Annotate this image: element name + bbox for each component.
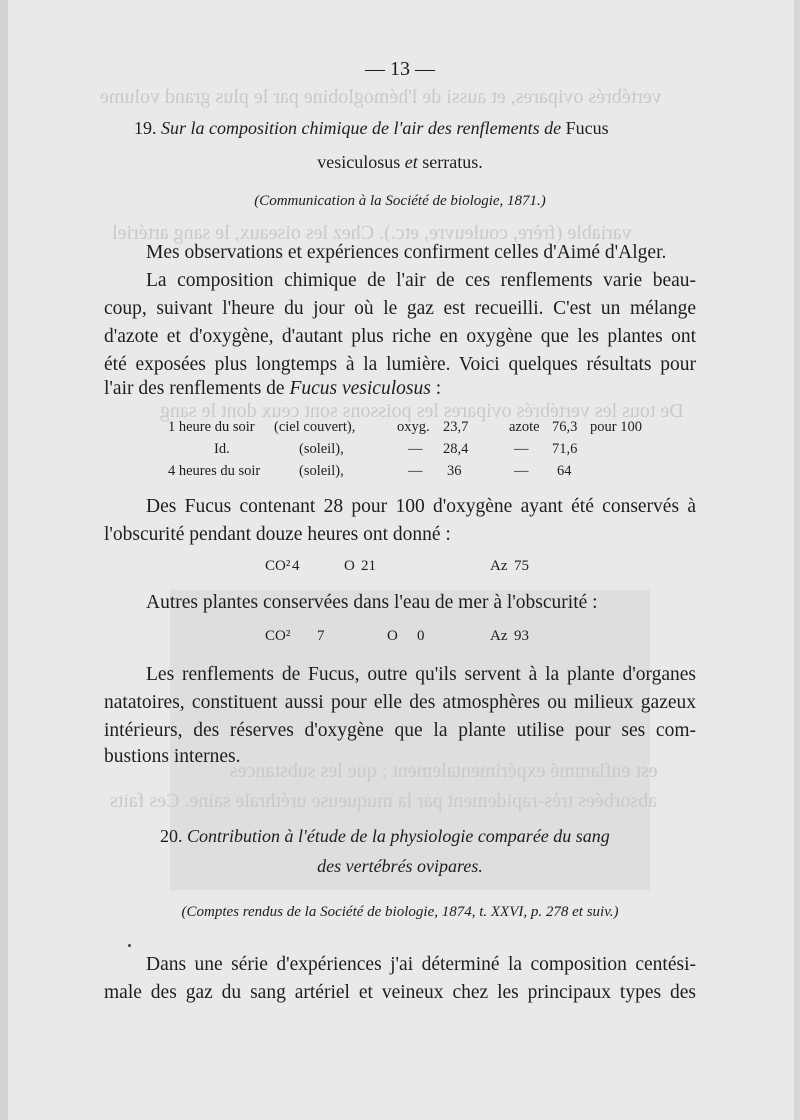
section-19-title-fucus: Fucus: [565, 118, 609, 138]
eq2-az: Az: [490, 628, 508, 644]
eq1-o-value: 21: [361, 558, 376, 574]
cell-oxy-label: —: [408, 463, 423, 479]
eq1-co2: CO²: [265, 558, 291, 574]
page-number: — 13 —: [365, 58, 435, 80]
cell-weather: (soleil),: [299, 441, 344, 457]
s19-line-1: Mes observations et expériences confirment celles d'Aimé d'Alger.: [146, 242, 667, 263]
cell-time: 4 heures du soir: [168, 463, 261, 479]
cell-az-label: —: [514, 441, 529, 457]
cell-az-label: azote: [509, 419, 540, 435]
cell-az: 64: [557, 463, 572, 479]
section-20-title-line2: des vertébrés ovipares.: [317, 856, 483, 876]
section-20-title-text: Contribution à l'étude de la physiologie comparée du sang: [187, 826, 610, 846]
s20-line-2: male des gaz du sang artériel et veineux chez les principaux types des: [104, 982, 696, 1003]
section-19-title-line2: [0, 152, 800, 173]
s19-para4-line-4: bustions internes.: [104, 746, 241, 767]
s19-line-6-colon: :: [435, 378, 442, 399]
section-20-number: 20.: [160, 826, 183, 846]
cell-weather: (soleil),: [299, 463, 344, 479]
cell-time: 1 heure du soir: [168, 419, 255, 435]
cell-oxy-label: —: [408, 441, 423, 457]
s19-para4-line-2: natatoires, constituent aussi pour elle des atmosphères ou milieux gazeux: [104, 692, 696, 713]
section-19-title-vesiculosus: vesiculosus: [317, 152, 401, 172]
show-through-4: est enflammé expérimentalement ; que les substances: [230, 760, 658, 782]
section-19-title-et: et: [404, 152, 418, 172]
eq2-o-value: 0: [417, 628, 425, 644]
section-19-title-serratus: serratus.: [422, 152, 483, 172]
section-19-number: 19.: [134, 118, 157, 138]
eq2-co2-value: 7: [317, 628, 325, 644]
eq2-o: O: [387, 628, 398, 644]
s19-line-2: La composition chimique de l'air de ces renflements varie beau-: [146, 270, 696, 291]
cell-oxy: 28,4: [443, 441, 469, 457]
show-through-1: vertébrés ovipares, et aussi de l'hémoglobine par le plus grand volume: [100, 86, 662, 108]
s19-line-5: été exposées plus longtemps à la lumière. Voici quelques résultats pour: [104, 354, 696, 375]
cell-time: Id.: [214, 441, 230, 457]
speck: [128, 944, 131, 947]
s19-para4-line-1: Les renflements de Fucus, outre qu'ils servent à la plante d'organes: [146, 664, 696, 685]
s19-line-6-a: l'air des renflements de: [104, 378, 285, 399]
s19-line-6-species: Fucus vesiculosus: [289, 378, 431, 399]
s19-line-6: [104, 378, 441, 400]
show-through-3: De tous les vertébrés ovipares les poissons sont ceux dont le sang: [160, 400, 684, 422]
cell-oxy-label: oxyg.: [397, 419, 430, 435]
cell-az: 71,6: [552, 441, 578, 457]
eq2-co2: CO²: [265, 628, 291, 644]
s19-para3: Autres plantes conservées dans l'eau de mer à l'obscurité :: [146, 592, 598, 613]
section-20-source: (Comptes rendus de la Société de biologie, 1874, t. XXVI, p. 278 et suiv.): [181, 904, 619, 920]
cell-oxy: 36: [447, 463, 462, 479]
cell-unit: pour 100: [590, 419, 642, 435]
cell-az: 76,3: [552, 419, 578, 435]
eq1-az: Az: [490, 558, 508, 574]
s19-para2-line-2: l'obscurité pendant douze heures ont donné :: [104, 524, 451, 545]
section-19-source: (Communication à la Société de biologie, 1871.): [254, 193, 546, 209]
eq2-az-value: 93: [514, 628, 529, 644]
s19-para4-line-3: intérieurs, des réserves d'oxygène que la plante utilise pour ses com-: [104, 720, 696, 741]
eq1-o: O: [344, 558, 355, 574]
show-through-5: absorbées très-rapidement par la muqueuse uréthrale saine. Ces faits: [110, 790, 658, 812]
s19-para2-line-1: Des Fucus contenant 28 pour 100 d'oxygène ayant été conservés à: [146, 496, 696, 517]
section-20-title: [160, 826, 610, 847]
eq1-az-value: 75: [514, 558, 529, 574]
s19-line-4: d'azote et d'oxygène, d'autant plus riche en oxygène que les plantes ont: [104, 326, 696, 347]
cell-weather: (ciel couvert),: [274, 419, 356, 435]
s20-line-1: Dans une série d'expériences j'ai déterminé la composition centési-: [146, 954, 696, 975]
s19-line-3: coup, suivant l'heure du jour où le gaz est recueilli. C'est un mélange: [104, 298, 696, 319]
cell-az-label: —: [514, 463, 529, 479]
eq1-co2-value: 4: [292, 558, 300, 574]
section-19-title-text: Sur la composition chimique de l'air des renflements de: [161, 118, 562, 138]
cell-oxy: 23,7: [443, 419, 469, 435]
show-through-2: variable (frère, couleuvre, etc.). Chez les oiseaux, le sang artériel: [112, 222, 632, 244]
section-19-title: [134, 118, 609, 139]
